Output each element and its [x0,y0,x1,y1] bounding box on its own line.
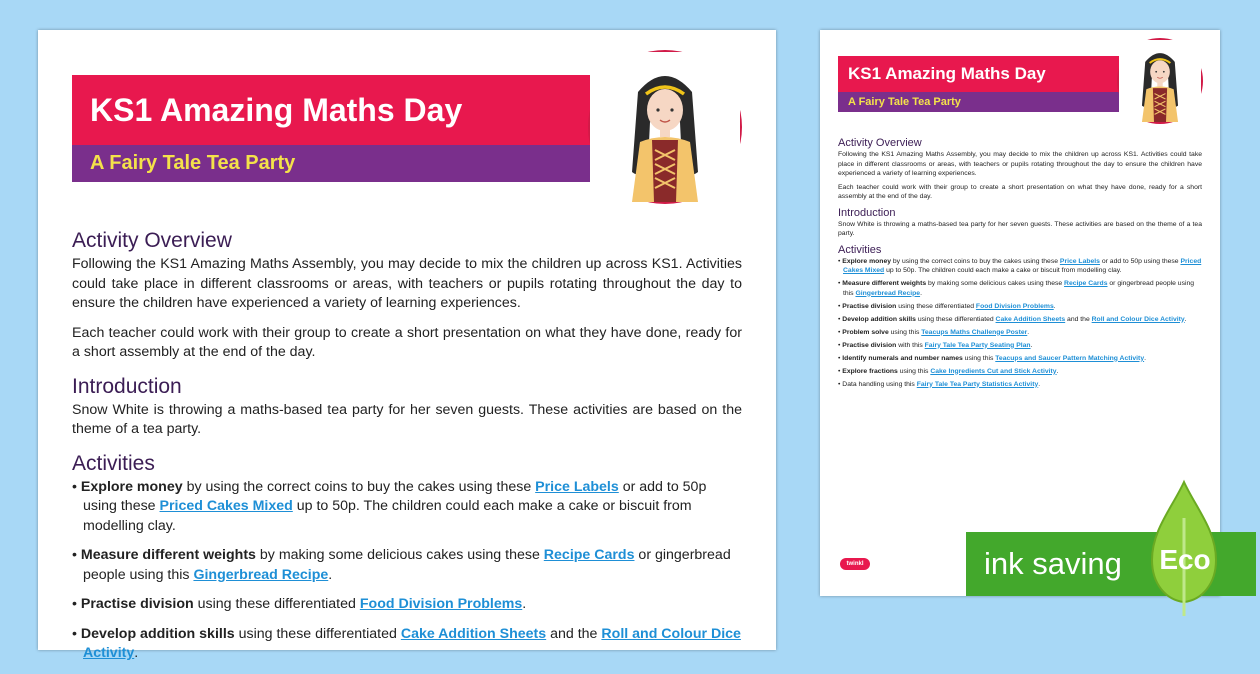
snow-white-portrait-icon [588,50,742,204]
activity-item: • Explore money by using the correct coins to buy the cakes using these Price Labels or add to 50p using these Priced Cakes Mixed up to 50p. The children could each make a cake or biscuit from modelling clay. [72,478,707,534]
ink-saving-label: ink saving [984,546,1122,581]
activity-item-text: by making some delicious cakes using these [255,547,544,563]
page-title: KS1 Amazing Maths Day [72,75,632,145]
eco-label: Eco [1159,544,1211,575]
activity-item-text: . [328,566,333,583]
overview-paragraph-1: Following the KS1 Amazing Maths Assembly, you may decide to mix the children up across KS1. Activities could take place in different classrooms or areas, with teachers or pupils rotating throughout the day to ensure the children have experienced a variety of learning experiences. [838,151,1202,177]
overview-paragraph-2: Each teacher could work with their group to create a short presentation on what they have done, ready for a short assembly at the end of the day. [838,183,1202,200]
activities-list [72,478,742,664]
activity-item-text: . [1053,302,1056,310]
activity-item-text: using this [962,354,996,362]
activity-item-bold: Problem solve [842,328,889,336]
introduction-paragraph: Snow White is throwing a maths-based tea party for her seven guests. These activities are based on the theme of a tea party. [838,220,1202,237]
activity-overview-heading: Activity Overview [72,229,232,252]
activity-item-text: or gingerbread people using this [843,280,1195,297]
activity-item: • Practise division using these differentiated Food Division Problems. [72,596,527,612]
twinkl-logo: twinkl [840,558,870,570]
activity-item-text: or add to 50p using these [83,478,707,514]
thumbnail-body [838,134,1202,393]
activity-item: • Data handling using this Fairy Tale Tea Party Statistics Activity. [838,380,1041,388]
activity-link[interactable]: Cake Addition Sheets [400,625,547,642]
activity-item-bold: Measure different weights [80,547,256,563]
activity-item: • Develop addition skills using these differentiated Cake Addition Sheets and the Roll and Colour Dice Activity. [838,315,1187,323]
activity-link[interactable]: Gingerbread Recipe [193,566,329,583]
activity-item-bold: Practise division [842,302,897,310]
activity-item-text: . [1056,367,1059,375]
activity-link[interactable]: Priced Cakes Mixed [159,498,293,514]
thumbnail-subtitle: A Fairy Tale Tea Party [838,92,1138,112]
activity-item-text: . [1030,341,1033,349]
activity-item-text: . [522,596,527,612]
activity-item-text: . [920,289,922,297]
activity-item-bold: Practise division [80,596,194,612]
activity-link[interactable]: Cake Ingredients Cut and Stick Activity [930,367,1057,375]
activities-heading: Activities [838,243,882,256]
activity-item-text: Data handling using this [842,380,917,388]
introduction-paragraph: Snow White is throwing a maths-based tea party for her seven guests. These activities are based on the theme of a tea party. [72,401,742,437]
activity-item-text: and the [546,625,602,642]
activity-link[interactable]: Food Division Problems [975,302,1054,310]
activity-link[interactable]: Priced Cakes Mixed [843,257,1202,274]
activity-item-text: using this [888,328,922,336]
activity-link[interactable]: Fairy Tale Tea Party Statistics Activity [916,380,1039,388]
activity-link[interactable]: Price Labels [1059,257,1100,265]
activity-item-text: by using the correct coins to buy the cakes using these [182,478,536,495]
activity-item-text: using these differentiated [193,596,360,612]
activity-item: • Identify numerals and number names using this Teacups and Saucer Pattern Matching Activity. [838,354,1146,362]
activity-link[interactable]: Price Labels [535,478,619,495]
thumbnail-title: KS1 Amazing Maths Day [838,56,1138,92]
activity-item-bold: Explore fractions [842,367,898,375]
activity-link[interactable]: Recipe Cards [1064,280,1108,287]
introduction-heading: Introduction [838,206,896,219]
introduction-heading: Introduction [72,374,182,398]
activity-item-text: . [1038,380,1041,388]
activity-item-text: with this [896,341,925,349]
activity-link[interactable]: Roll and Colour Dice Activity [1091,315,1185,323]
activity-item-text: up to 50p. The children could each make a cake or biscuit from modelling clay. [884,267,1122,274]
document-page-large [38,30,776,661]
activity-item-text: using these differentiated [234,625,401,642]
activity-item-bold: Develop addition skills [842,315,916,323]
activity-item: • Measure different weights by making some delicious cakes using these Recipe Cards or gingerbread people using this Gingerbread Recipe. [72,547,731,583]
activity-item-text: . [1144,354,1146,362]
activity-item-text: by making some delicious cakes using these [926,280,1065,287]
activity-overview-heading: Activity Overview [838,137,922,149]
activity-item-text: or gingerbread people using this [83,547,731,583]
activity-link[interactable]: Fairy Tale Tea Party Seating Plan [924,341,1031,349]
activity-item-text: . [1027,328,1030,336]
overview-paragraph-2: Each teacher could work with their group to create a short presentation on what they have done, ready for a short assembly at the end of the day. [72,324,742,360]
snow-white-portrait-icon [1117,38,1203,124]
activity-link[interactable]: Gingerbread Recipe [855,289,921,297]
activity-link[interactable]: Recipe Cards [543,547,635,563]
activity-item-bold: Measure different weights [842,280,927,287]
activity-link[interactable]: Food Division Problems [359,596,523,612]
activity-item-bold: Explore money [80,478,183,495]
activity-item: • Practise division using these differentiated Food Division Problems. [838,302,1056,310]
activities-heading: Activities [72,451,155,475]
activity-item-text: . [1184,315,1187,323]
activity-item-text: using these differentiated [896,302,976,310]
activity-item-text: . [134,645,139,661]
page-subtitle: A Fairy Tale Tea Party [72,145,632,182]
activity-item-text: using this [897,367,931,375]
overview-paragraph-1: Following the KS1 Amazing Maths Assembly, you may decide to mix the children up across KS1. Activities could take place in different classrooms or areas, with teachers or pupils rotating throughout the day to ensure the children have experienced a variety of learning experiences. [72,256,742,311]
activity-link[interactable]: Teacups Maths Challenge Poster [921,328,1028,336]
activity-item-bold: Practise division [842,341,897,349]
activity-item-text: or add to 50p using these [1099,257,1181,265]
activity-item-bold: Explore money [842,257,892,265]
activity-link[interactable]: Cake Addition Sheets [995,315,1066,323]
activity-item-bold: Develop addition skills [80,625,235,642]
activity-item: • Problem solve using this Teacups Maths Challenge Poster. [838,328,1030,336]
activity-item-text: up to 50p. The children could each make a cake or biscuit from modelling clay. [83,498,692,534]
activity-item-text: by using the correct coins to buy the cakes using these [891,257,1060,265]
activity-item-text: using these differentiated [915,315,996,323]
activity-item: • Measure different weights by making some delicious cakes using these Recipe Cards or gingerbread people using this Gingerbread Recipe. [838,280,1195,297]
activities-list [838,257,1202,390]
activity-item-text: and the [1065,315,1092,323]
document-body [72,225,742,674]
activity-item: • Explore fractions using this Cake Ingredients Cut and Stick Activity. [838,367,1059,375]
activity-item-bold: Identify numerals and number names [842,354,963,362]
activity-item: • Practise division with this Fairy Tale Tea Party Seating Plan. [838,341,1033,349]
activity-item: • Develop addition skills using these differentiated Cake Addition Sheets and the Roll and Colour Dice Activity. [72,625,741,661]
activity-link[interactable]: Teacups and Saucer Pattern Matching Activity [995,354,1145,362]
activity-item: • Explore money by using the correct coins to buy the cakes using these Price Labels or add to 50p using these Priced Cakes Mixed up to 50p. The children could each make a cake or biscuit from modelling clay. [838,257,1202,274]
activity-link[interactable]: Roll and Colour Dice Activity [83,625,741,661]
